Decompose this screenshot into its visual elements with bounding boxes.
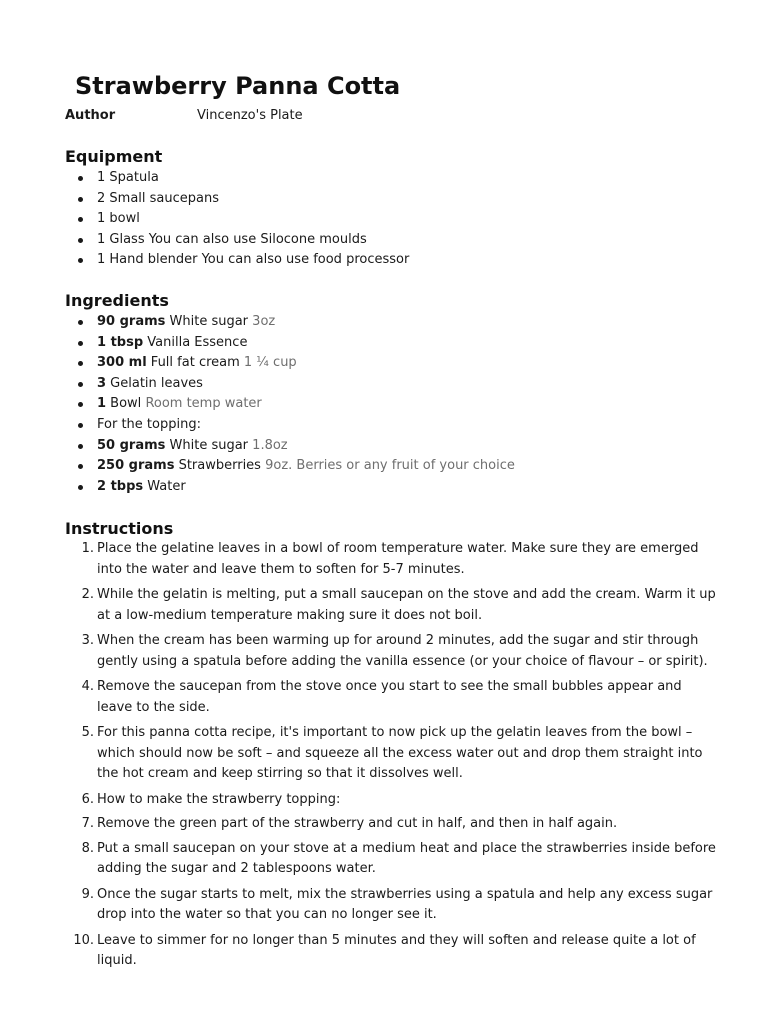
equipment-item: 1 Glass You can also use Silocone moulds [0,230,409,251]
ingredient-name: Water [143,478,186,494]
ingredient-item [0,436,515,457]
instruction-step [0,790,720,811]
ingredients-list [0,312,515,497]
ingredient-amount: 300 ml [97,355,147,371]
instruction-step [0,723,720,785]
equipment-item: 2 Small saucepans [0,189,409,210]
ingredient-item [0,353,515,374]
step-number: 2. [81,587,94,602]
ingredient-note: 1.8oz [252,437,288,453]
ingredient-item [0,374,515,395]
step-number: 1. [81,541,94,556]
ingredient-amount: 1 tbsp [97,334,144,350]
instruction-step [0,539,720,580]
ingredient-name: For the topping: [97,416,201,432]
ingredient-note: 1 ¼ cup [243,355,297,371]
step-text: Leave to simmer for no longer than 5 minutes and they will soften and release quite a lot of liquid. [97,932,696,968]
instructions-list [0,539,720,977]
ingredient-amount: 250 grams [97,458,175,474]
ingredient-item [0,333,515,354]
step-number: 9. [81,886,94,902]
ingredient-item [0,456,515,477]
step-text: Place the gelatine leaves in a bowl of room temperature water. Make sure they are emerged into the water and leave them to soften for 5-7 minutes. [97,541,699,577]
step-text: How to make the strawberry topping: [97,791,341,807]
instruction-step [0,631,720,672]
instruction-step [0,677,720,718]
recipe-title: Strawberry Panna Cotta [75,72,401,100]
step-text: Once the sugar starts to melt, mix the strawberries using a spatula and help any excess sugar drop into the water so that you can no longer see it. [97,886,713,922]
step-number: 3. [81,633,94,648]
step-number: 5. [81,725,94,740]
ingredient-item [0,394,515,415]
ingredient-note: Room temp water [145,396,262,412]
ingredient-note: 3oz [252,314,276,329]
ingredient-amount: 2 tbps [97,478,144,494]
ingredient-name: Gelatin leaves [106,375,203,391]
ingredient-name: Vanilla Essence [143,334,248,350]
ingredient-amount: 50 grams [97,437,166,453]
step-text: For this panna cotta recipe, it's important to now pick up the gelatin leaves from the bowl – which should now be soft – and squeeze all the excess water out and drop them straight into the hot cream and keep stirring so that it dissolves well. [97,725,703,781]
ingredient-amount: 3 [97,375,107,391]
equipment-item: 1 Hand blender You can also use food processor [0,250,409,271]
step-number: 7. [81,816,94,831]
instructions-heading: Instructions [65,519,174,538]
ingredient-item [0,415,515,436]
instruction-step [0,885,720,926]
equipment-item: 1 Spatula [0,168,409,189]
author-value: Vincenzo's Plate [197,108,303,123]
ingredient-name: White sugar [165,437,253,453]
step-text: Remove the green part of the strawberry and cut in half, and then in half again. [97,816,618,831]
ingredient-name: Strawberries [174,458,266,474]
ingredient-amount: 90 grams [97,314,166,329]
step-text: When the cream has been warming up for around 2 minutes, add the sugar and stir through gently using a spatula before adding the vanilla essence (or your choice of flavour – or spirit). [97,633,708,669]
ingredient-item [0,312,515,333]
ingredient-name: Full fat cream [146,355,244,371]
ingredients-heading: Ingredients [65,291,169,310]
equipment-item: 1 bowl [0,209,409,230]
ingredient-note: 9oz. Berries or any fruit of your choice [265,458,515,474]
step-number: 10. [73,932,94,948]
step-text: Put a small saucepan on your stove at a medium heat and place the strawberries inside before adding the sugar and 2 tablespoons water. [97,840,716,876]
equipment-list [0,168,409,271]
step-number: 4. [81,679,94,694]
equipment-heading: Equipment [65,147,163,166]
ingredient-item [0,477,515,498]
step-number: 6. [81,791,94,807]
step-text: Remove the saucepan from the stove once you start to see the small bubbles appear and leave to the side. [97,679,682,715]
ingredient-amount: 1 [97,396,107,412]
ingredient-name: Bowl [106,396,146,412]
author-label: Author [65,108,116,123]
step-text: While the gelatin is melting, put a small saucepan on the stove and add the cream. Warm it up at a low-medium temperature making sure it does not boil. [97,587,716,623]
instruction-step [0,814,720,835]
instruction-step [0,585,720,626]
step-number: 8. [81,840,94,856]
author-row [65,107,303,125]
instruction-step [0,839,720,880]
instruction-step [0,931,720,972]
ingredient-name: White sugar [165,314,253,329]
